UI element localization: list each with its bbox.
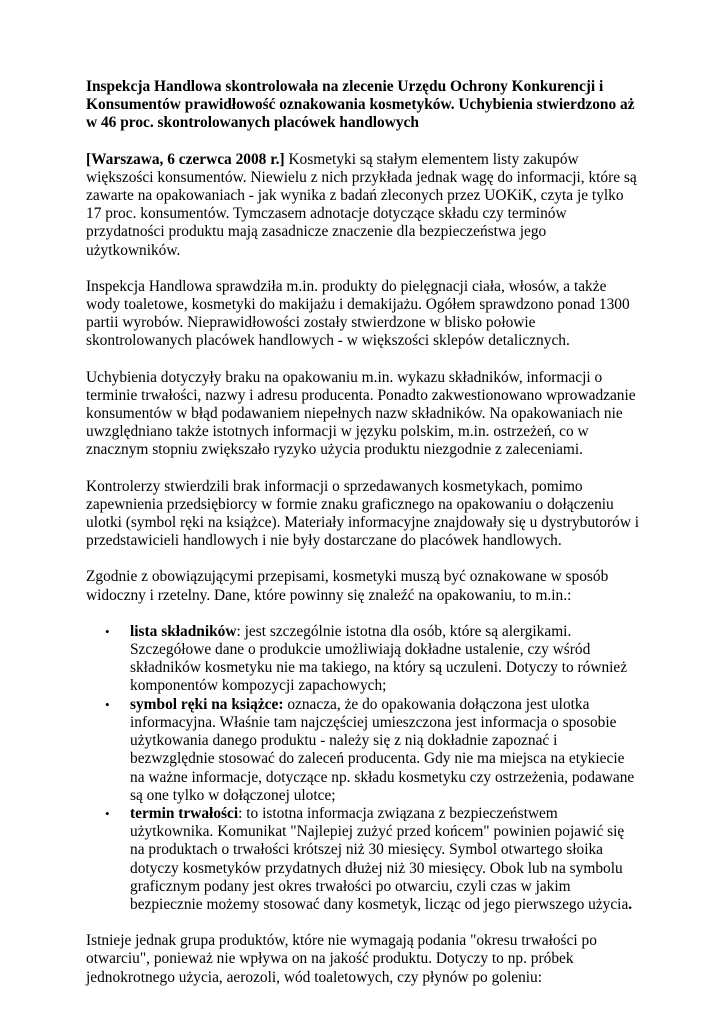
list-item-term: symbol ręki na książce: <box>130 695 284 713</box>
list-item-text: oznacza, że do opakowania dołączona jest ulotka informacyjna. Właśnie tam najczęściej umieszczona jest informacja o sposobie użytkowania danego produktu - należy się z nią dokładnie zapoznać i bezwzględnie stosować do zaleceń producenta. Gdy nie ma miejsca na etykiecie na ważne informacje, dotyczące np. składu kosmetyku czy ostrzeżenia, podawane są one tylko w dołączonej ulotce; <box>130 695 635 804</box>
list-item <box>105 622 642 696</box>
paragraph-leaflets: Kontrolerzy stwierdzili brak informacji o sprzedawanych kosmetykach, pomimo zapewnienia przedsiębiorcy w formie znaku graficznego na opakowaniu o dołączeniu ulotki (symbol ręki na książce). Materiały informacyjne znajdowały się u dystrybutorów i przedstawicieli handlowych i nie były dostarczane do placówek handlowych. <box>86 477 640 550</box>
bullet-icon: • <box>105 805 110 821</box>
list-item-text: : to istotna informacja związana z bezpieczeństwem użytkownika. Komunikat "Najlepiej zużyć przed końcem" powinien pojawić się na produktach o trwałości krótszej niż 30 miesięcy. Symbol otwartego słoika dotyczy kosmetyków przydatnych dłużej niż 30 miesięcy. Obok lub na symbolu graficznym podany jest okres trwałości po otwarciu, czyli czas w jakim bezpiecznie możemy stosować dany kosmetyk, licząc od jego pierwszego użycia <box>130 804 629 913</box>
paragraph-scope: Inspekcja Handlowa sprawdziła m.in. produkty do pielęgnacji ciała, włosów, a także wody toaletowe, kosmetyki do makijażu i demakijażu. Ogółem sprawdzono ponad 1300 partii wyrobów. Nieprawidłowości zostały stwierdzone w blisko połowie skontrolowanych placówek handlowych - w większości sklepów detalicznych. <box>86 277 630 350</box>
intro-text: Kosmetyki są stałym elementem listy zakupów większości konsumentów. Niewielu z nich przykłada jednak wagę do informacji, które są zawarte na opakowaniach - jak wynika z badań zleconych przez UOKiK, czyta je tylko 17 proc. konsumentów. Tymczasem adnotacje dotyczące składu czy terminów przydatności produktu mają zasadnicze znaczenie dla bezpieczeństwa jego użytkowników. <box>86 150 637 259</box>
list-item-end: . <box>628 895 633 913</box>
intro-paragraph <box>86 151 642 260</box>
list-item-term: termin trwałości <box>130 804 239 822</box>
paragraph-exceptions: Istnieje jednak grupa produktów, które nie wymagają podania "okresu trwałości po otwarciu", ponieważ nie wpływa on na jakość produktu. Dotyczy to np. próbek jednokrotnego użycia, aerozoli, wód toaletowych, czy płynów po goleniu: <box>86 932 597 986</box>
paragraph-findings: Uchybienia dotyczyły braku na opakowaniu m.in. wykazu składników, informacji o terminie trwałości, nazwy i adresu producenta. Ponadto zakwestionowano wprowadzanie konsumentów w błąd podawaniem niepełnych nazw składników. Na opakowaniach nie uwzględniano także istotnych informacji w języku polskim, m.in. ostrzeżeń, co w znacznym stopniu zwiększało ryzyko użycia produktu niezgodnie z zaleceniami. <box>86 368 636 459</box>
document-page <box>86 78 642 1005</box>
bullet-icon: • <box>105 623 110 639</box>
list-item <box>105 695 642 805</box>
dateline: [Warszawa, 6 czerwca 2008 r.] <box>86 150 285 168</box>
list-item-text: : jest szczególnie istotna dla osób, które są alergikami. Szczegółowe dane o produkcie umożliwiają dokładne ustalenie, czy wśród składników kosmetyku nie ma takiego, na który są uczuleni. Dotyczy to również komponentów kompozycji zapachowych; <box>130 622 628 695</box>
document-headline: Inspekcja Handlowa skontrolowała na zlecenie Urzędu Ochrony Konkurencji i Konsumentów prawidłowość oznakowania kosmetyków. Uchybienia stwierdzono aż w 46 proc. skontrolowanych placówek handlowych <box>86 78 635 132</box>
list-item-term: lista składników <box>130 622 237 640</box>
paragraph-requirements: Zgodnie z obowiązującymi przepisami, kosmetyki muszą być oznakowane w sposób widoczny i rzetelny. Dane, które powinny się znaleźć na opakowaniu, to m.in.: <box>86 568 609 604</box>
requirements-list <box>86 623 642 914</box>
bullet-icon: • <box>105 696 110 712</box>
list-item <box>105 804 642 914</box>
